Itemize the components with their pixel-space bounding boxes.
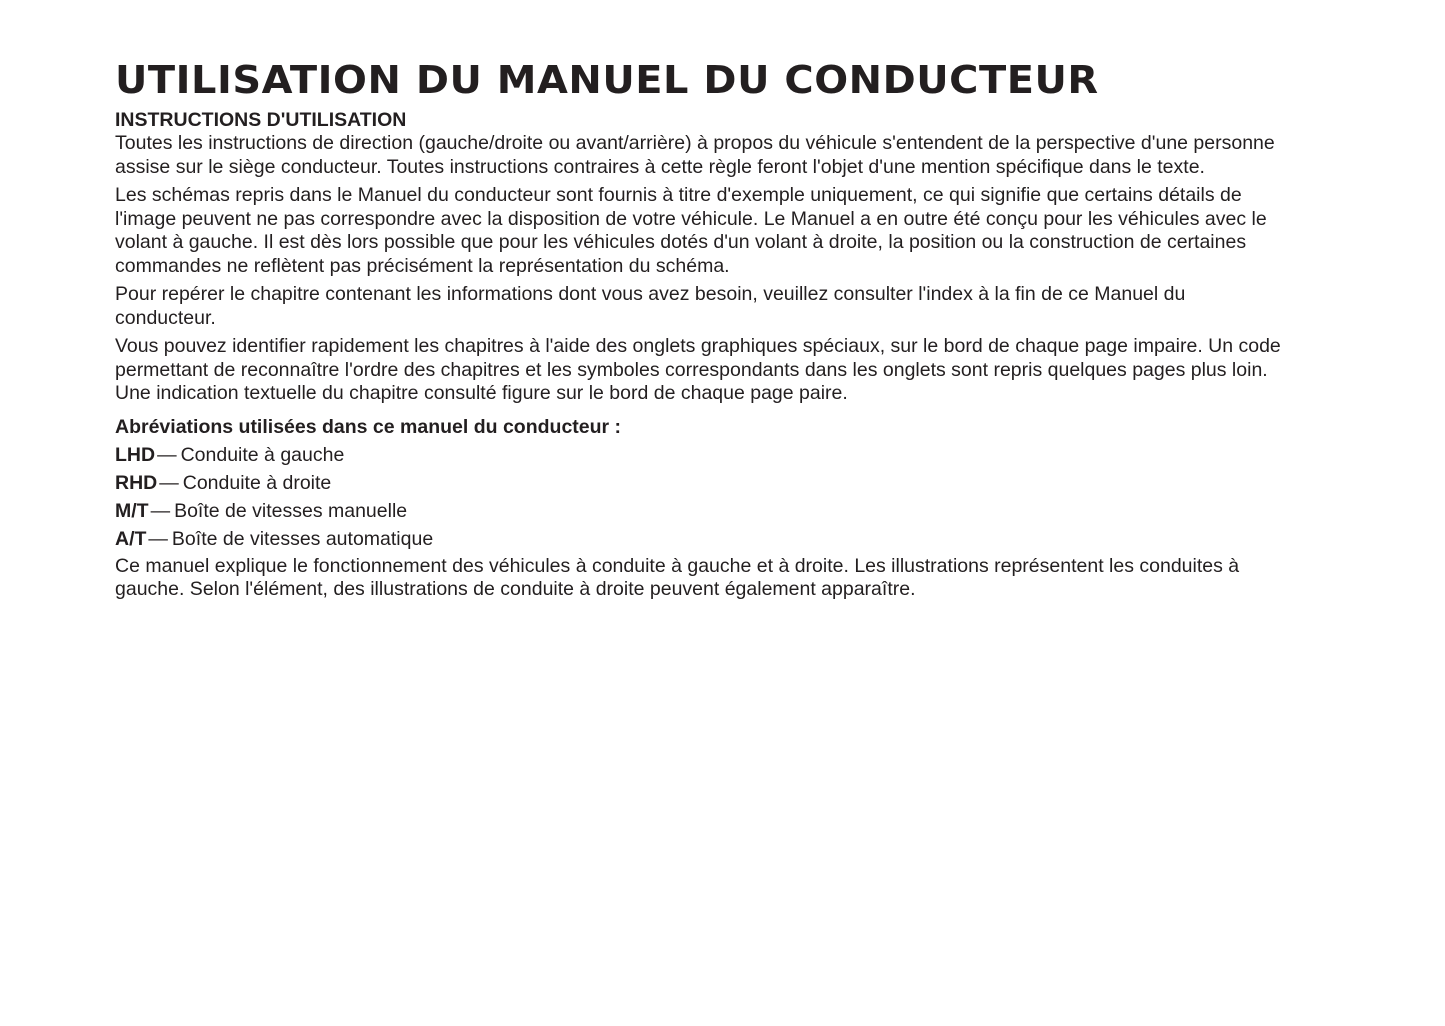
- abbreviation-dash: —: [150, 499, 171, 522]
- abbreviation-dash: —: [148, 527, 168, 550]
- paragraph-diagrams: Les schémas repris dans le Manuel du conducteur sont fournis à titre d'exemple uniquement, ce qui signifie que certains détails de l'image peuvent ne pas correspondre avec la disposition de votre véhicule. Le Manuel a en outre été conçu pour les véhicules avec le volant à gauche. Il est dès lors possible que pour les véhicules dotés d'un volant à droite, la position ou la construction de certaines commandes ne reflètent pas précisément la représentation du schéma.: [115, 184, 1267, 277]
- abbreviation-code: RHD: [115, 471, 158, 494]
- section-subheading: INSTRUCTIONS D'UTILISATION: [115, 109, 407, 131]
- abbreviation-dash: —: [157, 443, 177, 466]
- abbreviation-row: [115, 443, 1285, 467]
- abbreviation-row: [115, 527, 1285, 551]
- abbreviations-heading: Abréviations utilisées dans ce manuel du conducteur :: [115, 415, 622, 438]
- abbreviation-row: [115, 499, 1285, 523]
- paragraph-tabs: Vous pouvez identifier rapidement les chapitres à l'aide des onglets graphiques spéciaux, sur le bord de chaque page impaire. Un code permettant de reconnaître l'ordre des chapitres et les symboles correspondants dans les onglets sont repris quelques pages plus loin. Une indication textuelle du chapitre consulté figure sur le bord de chaque page paire.: [115, 335, 1281, 404]
- abbreviation-meaning: Boîte de vitesses automatique: [171, 527, 434, 550]
- paragraph-direction: Toutes les instructions de direction (gauche/droite ou avant/arrière) à propos du véhicule s'entendent de la perspective d'une personne assise sur le siège conducteur. Toutes instructions contraires à cette règle feront l'objet d'une mention spécifique dans le texte.: [115, 132, 1275, 178]
- abbreviation-meaning: Boîte de vitesses manuelle: [174, 499, 408, 522]
- page-title: UTILISATION DU MANUEL DU CONDUCTEUR: [115, 58, 1099, 102]
- paragraph-index: Pour repérer le chapitre contenant les informations dont vous avez besoin, veuillez consulter l'index à la fin de ce Manuel du conducteur.: [115, 283, 1186, 329]
- abbreviation-code: M/T: [115, 499, 149, 522]
- abbreviation-meaning: Conduite à droite: [182, 471, 332, 494]
- abbreviation-code: LHD: [115, 443, 156, 466]
- manual-page: [115, 56, 1285, 607]
- abbreviation-dash: —: [159, 471, 179, 494]
- paragraph-closing: Ce manuel explique le fonctionnement des véhicules à conduite à gauche et à droite. Les illustrations représentent les conduites à gauche. Selon l'élément, des illustrations de conduite à droite peuvent également apparaître.: [115, 554, 1240, 600]
- abbreviation-meaning: Conduite à gauche: [180, 443, 345, 466]
- abbreviation-row: [115, 471, 1285, 495]
- abbreviation-code: A/T: [115, 527, 147, 550]
